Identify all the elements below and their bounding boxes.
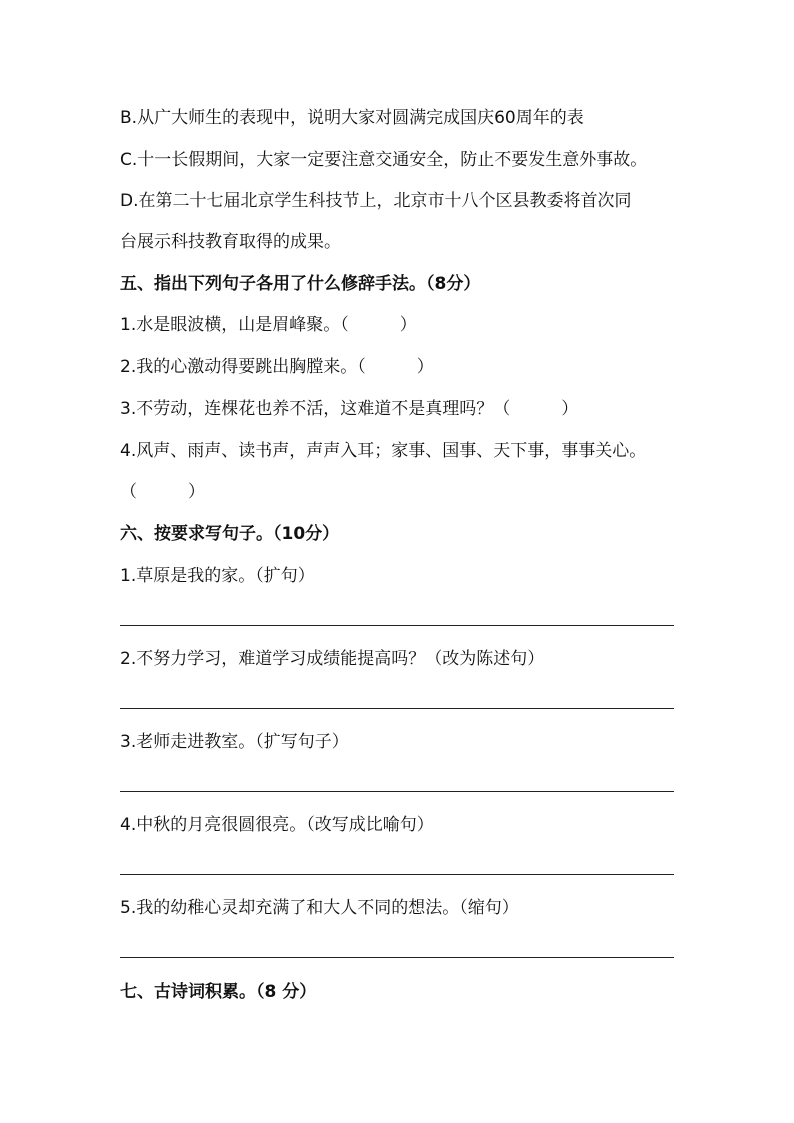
section6-item4: 4.中秋的月亮很圆很亮。（改写成比喻句） [120,815,434,835]
option-d-line1: D.在第二十七届北京学生科技节上，北京市十八个区县教委将首次同 [120,191,632,211]
section7-heading: 七、古诗词积累。（8 分） [120,982,317,1002]
section6-item5: 5.我的幼稚心灵却充满了和大人不同的想法。（缩句） [120,898,519,918]
section6-item1: 1.草原是我的家。（扩句） [120,566,315,586]
option-d-line2: 台展示科技教育取得的成果。 [120,232,341,252]
option-b: B.从广大师生的表现中，说明大家对圆满完成国庆60周年的表 [120,108,584,128]
section6-item2: 2.不努力学习，难道学习成绩能提高吗？（改为陈述句） [120,649,545,669]
section5-item2: 2.我的心激动得要跳出胸膛来。（ ） [120,357,434,377]
section5-item4: 4.风声、雨声、读书声，声声入耳；家事、国事、天下事，事事关心。 [120,441,647,461]
section6-heading: 六、按要求写句子。（10分） [120,524,340,544]
answer-line-5[interactable] [120,957,674,958]
section6-item3: 3.老师走进教室。（扩写句子） [120,732,349,752]
answer-line-4[interactable] [120,874,674,875]
answer-line-2[interactable] [120,708,674,709]
option-c: C.十一长假期间，大家一定要注意交通安全，防止不要发生意外事故。 [120,150,648,170]
answer-line-3[interactable] [120,791,674,792]
section5-item4-blank: （ ） [120,482,205,502]
section5-item3: 3.不劳动，连棵花也养不活，这难道不是真理吗？（ ） [120,399,579,419]
answer-line-1[interactable] [120,625,674,626]
section5-heading: 五、指出下列句子各用了什么修辞手法。（8分） [120,274,481,294]
section5-item1: 1.水是眼波横，山是眉峰聚。（ ） [120,315,417,335]
